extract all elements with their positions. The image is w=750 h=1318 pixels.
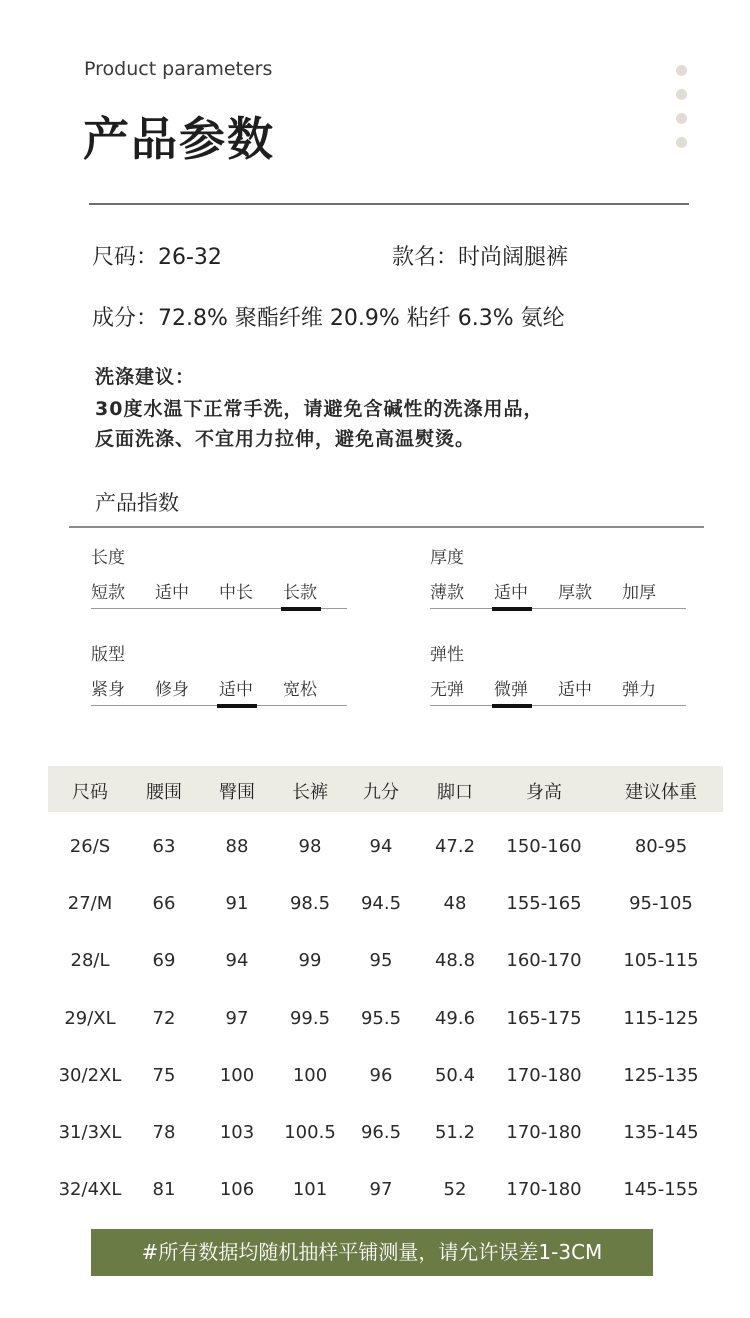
index-option: 适中	[155, 583, 189, 603]
table-cell: 48	[443, 893, 467, 915]
table-header-cell: 长裤	[292, 782, 328, 803]
table-cell: 170-180	[506, 1179, 582, 1201]
index-scale	[91, 578, 347, 609]
table-header-cell: 九分	[363, 782, 399, 803]
table-cell: 75	[152, 1064, 176, 1086]
index-option: 短款	[91, 583, 125, 603]
table-header-cell: 脚口	[437, 782, 473, 803]
table-cell: 69	[152, 950, 176, 972]
table-cell: 106	[219, 1179, 255, 1201]
dot-icon	[676, 65, 687, 76]
table-cell: 125-135	[623, 1064, 699, 1086]
table-cell: 170-180	[506, 1122, 582, 1143]
dot-icon	[676, 113, 687, 124]
index-scale	[91, 675, 347, 706]
washing-line-2: 反面洗涤、不宜用力拉伸，避免高温熨烫。	[95, 428, 476, 450]
washing-title: 洗涤建议：	[95, 366, 196, 388]
size-range: 尺码：26-32	[92, 245, 222, 270]
product-index-title: 产品指数	[95, 491, 179, 515]
index-option: 弹力	[622, 680, 656, 700]
table-cell: 101	[292, 1179, 328, 1201]
table-row	[0, 1179, 750, 1205]
index-option: 宽松	[283, 680, 317, 700]
table-cell: 97	[225, 1007, 249, 1029]
table-cell: 97	[369, 1179, 393, 1201]
table-cell: 95.5	[360, 1007, 402, 1029]
table-row	[0, 1008, 750, 1034]
table-cell: 100	[219, 1064, 255, 1086]
table-cell: 94	[369, 836, 393, 857]
index-group	[91, 543, 347, 609]
table-cell: 80-95	[634, 836, 688, 857]
dot-icon	[676, 137, 687, 148]
table-cell: 52	[443, 1179, 467, 1201]
index-option: 薄款	[430, 583, 464, 603]
table-header-cell: 建议体重	[625, 782, 697, 803]
index-option-selected: 微弹	[494, 675, 558, 705]
size-table-header	[48, 766, 723, 812]
index-option: 修身	[155, 680, 189, 700]
index-option-selected: 适中	[494, 578, 558, 608]
table-cell: 170-180	[506, 1064, 582, 1086]
table-cell: 99.5	[289, 1007, 331, 1029]
washing-line-1: 30度水温下正常手洗，请避免含碱性的洗涤用品，	[95, 398, 544, 420]
table-cell: 26/S	[69, 836, 111, 857]
dot-icon	[676, 89, 687, 100]
table-cell: 28/L	[70, 950, 110, 972]
table-cell: 96.5	[360, 1122, 402, 1143]
table-cell: 103	[219, 1122, 255, 1143]
table-cell: 150-160	[506, 836, 582, 857]
table-cell: 98.5	[289, 893, 331, 915]
table-header-cell: 尺码	[72, 782, 108, 803]
index-option: 厚款	[558, 583, 592, 603]
table-row	[0, 1122, 750, 1148]
english-title: Product parameters	[84, 58, 273, 80]
table-cell: 49.6	[434, 1007, 476, 1029]
index-group-label: 弹性	[430, 645, 464, 665]
table-cell: 96	[369, 1064, 393, 1086]
table-cell: 48.8	[434, 950, 476, 972]
table-row	[0, 836, 750, 862]
table-cell: 95	[369, 950, 393, 972]
table-cell: 100	[292, 1064, 328, 1086]
table-cell: 72	[152, 1007, 176, 1029]
table-row	[0, 893, 750, 919]
table-cell: 31/3XL	[58, 1122, 122, 1143]
index-option: 中长	[219, 583, 253, 603]
footer-note-bar	[91, 1229, 653, 1276]
table-cell: 98	[298, 836, 322, 857]
table-cell: 47.2	[434, 836, 476, 857]
table-cell: 27/M	[67, 893, 113, 915]
index-scale	[430, 578, 686, 609]
footer-note: #所有数据均随机抽样平铺测量，请允许误差1-3CM	[141, 1240, 603, 1264]
table-header-cell: 臀围	[219, 782, 255, 803]
table-cell: 29/XL	[64, 1007, 116, 1029]
table-cell: 30/2XL	[58, 1064, 122, 1086]
index-scale	[430, 675, 686, 706]
index-group	[91, 640, 347, 706]
table-cell: 78	[152, 1122, 176, 1143]
composition: 成分：72.8% 聚酯纤维 20.9% 粘纤 6.3% 氨纶	[92, 306, 565, 331]
table-cell: 135-145	[623, 1122, 699, 1143]
table-header-cell: 腰围	[146, 782, 182, 803]
table-cell: 50.4	[434, 1064, 476, 1086]
table-cell: 91	[225, 893, 249, 915]
table-row	[0, 1065, 750, 1091]
table-cell: 66	[152, 893, 176, 915]
divider	[89, 203, 689, 205]
table-cell: 32/4XL	[58, 1179, 122, 1201]
index-option: 加厚	[622, 583, 656, 603]
style-name: 款名：时尚阔腿裤	[392, 245, 569, 270]
divider	[69, 526, 704, 528]
table-row	[0, 950, 750, 976]
table-cell: 155-165	[506, 893, 582, 915]
index-option-selected: 长款	[283, 578, 347, 608]
table-cell: 100.5	[284, 1122, 336, 1143]
table-cell: 105-115	[623, 950, 699, 972]
index-group-label: 厚度	[430, 548, 464, 568]
table-cell: 63	[152, 836, 176, 857]
page-title: 产品参数	[83, 112, 275, 166]
table-cell: 51.2	[434, 1122, 476, 1143]
index-option: 适中	[558, 680, 592, 700]
index-group	[430, 640, 686, 706]
table-cell: 94.5	[360, 893, 402, 915]
table-cell: 165-175	[506, 1007, 582, 1029]
index-option-selected: 适中	[219, 675, 283, 705]
index-option: 紧身	[91, 680, 125, 700]
table-cell: 145-155	[623, 1179, 699, 1201]
table-cell: 88	[225, 836, 249, 857]
table-cell: 160-170	[506, 950, 582, 972]
table-cell: 99	[298, 950, 322, 972]
table-cell: 95-105	[629, 893, 693, 915]
table-cell: 94	[225, 950, 249, 972]
index-group-label: 版型	[91, 645, 125, 665]
table-cell: 81	[152, 1179, 176, 1201]
table-cell: 115-125	[623, 1007, 699, 1029]
index-option: 无弹	[430, 680, 464, 700]
index-group-label: 长度	[91, 548, 125, 568]
index-group	[430, 543, 686, 609]
table-header-cell: 身高	[526, 782, 562, 803]
